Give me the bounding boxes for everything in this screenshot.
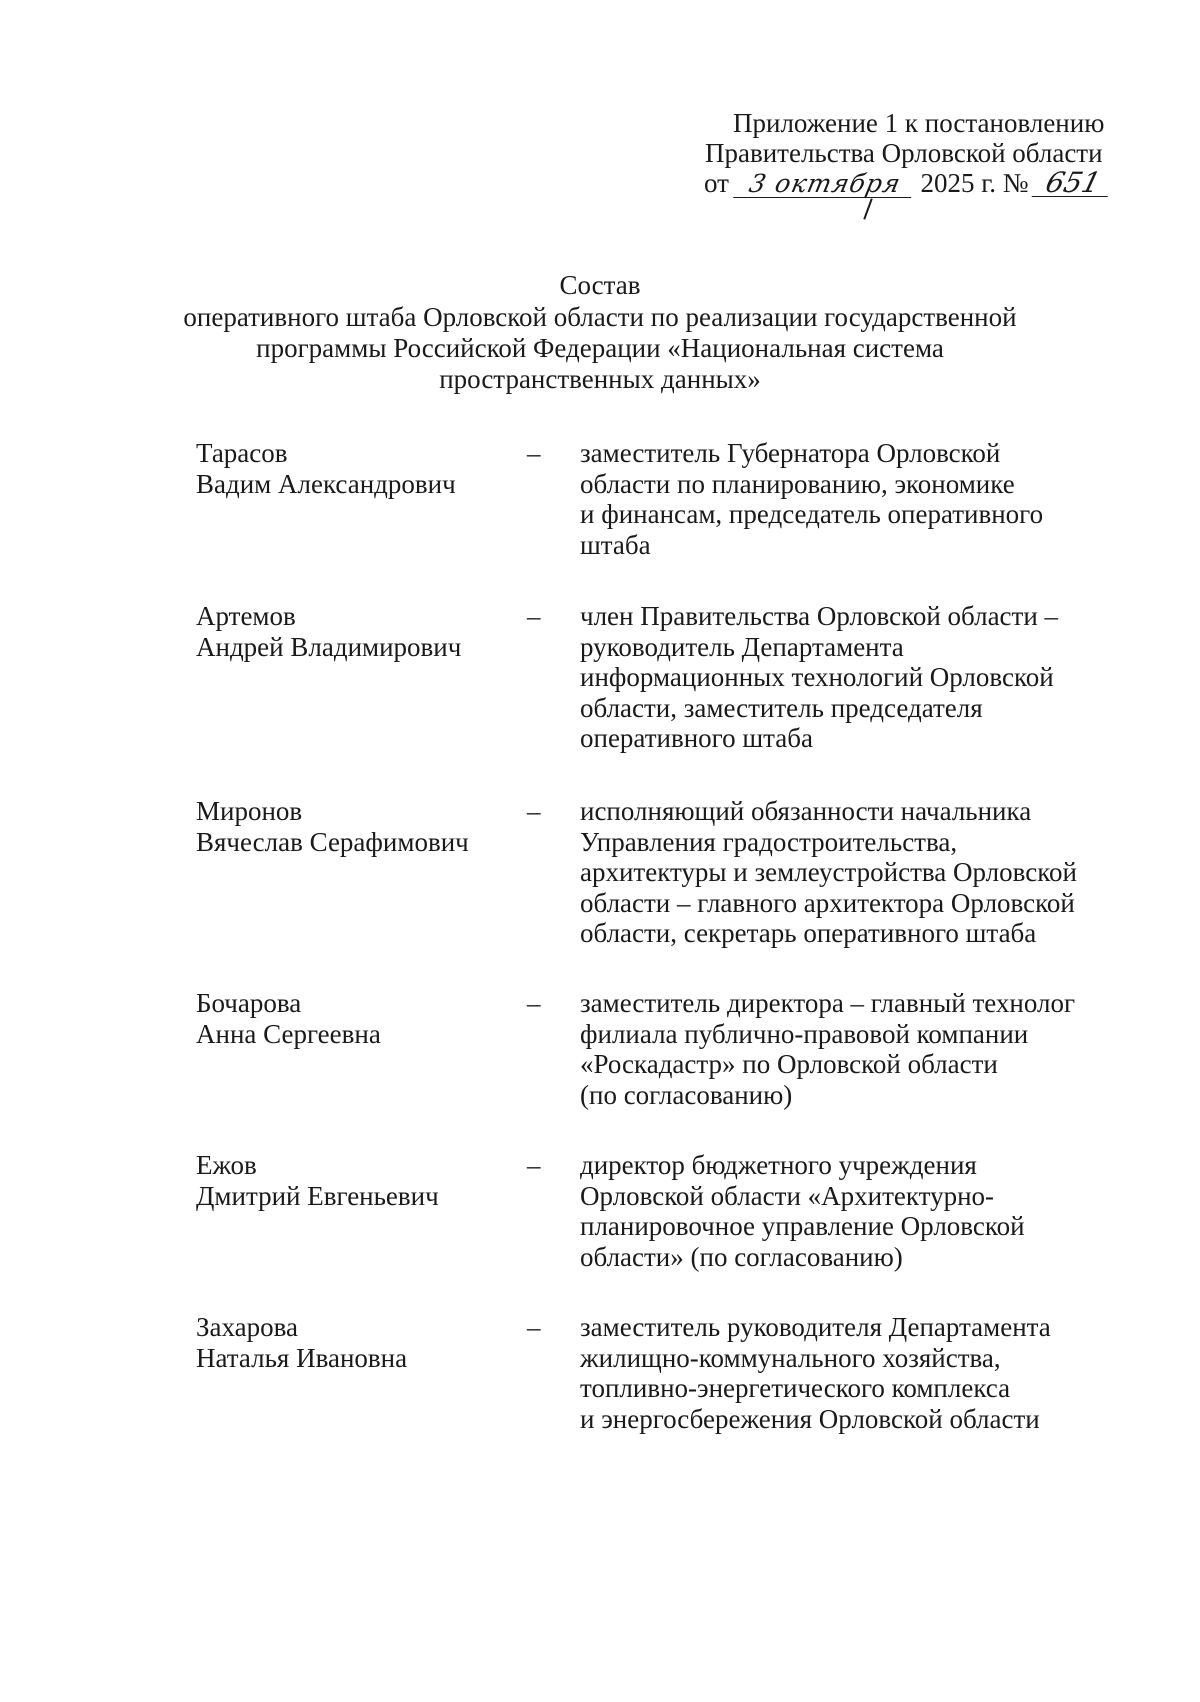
- member-role: [580, 601, 1125, 754]
- title-line: пространственных данных»: [439, 364, 761, 394]
- role-line: Управления градостроительства,: [580, 826, 958, 857]
- member-given-name: Наталья Ивановна: [196, 1342, 408, 1373]
- member-role: [580, 988, 1125, 1110]
- member-surname: Миронов: [196, 796, 303, 826]
- title-heading: Состав: [559, 270, 641, 300]
- signature-flourish: [863, 198, 872, 219]
- separator-dash: –: [527, 796, 541, 826]
- member-surname: Тарасов: [196, 438, 288, 468]
- separator-dash: –: [527, 438, 541, 468]
- member-role: [580, 1150, 1125, 1272]
- role-line: архитектуры и землеустройства Орловской: [580, 857, 1077, 887]
- role-line: области по планированию, экономике: [580, 468, 1015, 499]
- role-line: (по согласованию): [580, 1079, 793, 1110]
- member-surname: Артемов: [196, 601, 296, 631]
- role-line: и финансам, председатель оперативного: [580, 499, 1044, 529]
- role-line: филиала публично-правовой компании: [580, 1018, 1029, 1049]
- separator-dash: –: [527, 1150, 541, 1180]
- separator-dash: –: [527, 1312, 541, 1342]
- role-line: жилищно-коммунального хозяйства,: [580, 1342, 1001, 1373]
- member-name: [196, 1150, 536, 1211]
- member-surname: Ежов: [196, 1150, 257, 1180]
- document-title: [100, 270, 1100, 395]
- role-line: топливно-энергетического комплекса: [580, 1373, 1011, 1403]
- role-line: исполняющий обязанности начальника: [580, 796, 1032, 826]
- role-line: член Правительства Орловской области –: [580, 601, 1059, 631]
- member-role: [580, 1312, 1125, 1434]
- member-surname: Захарова: [196, 1312, 299, 1342]
- member-name: [196, 601, 536, 662]
- role-line: руководитель Департамента: [580, 631, 904, 662]
- member-surname: Бочарова: [196, 988, 302, 1018]
- appendix-year-number-label: 2025 г. №: [920, 168, 1029, 198]
- role-line: планировочное управление Орловской: [580, 1211, 1025, 1241]
- appendix-from-label: от: [704, 168, 729, 198]
- title-line: оперативного штаба Орловской области по реализации государственной: [183, 302, 1017, 332]
- member-given-name: Вадим Александрович: [196, 468, 456, 499]
- role-line: и энергосбережения Орловской области: [580, 1403, 1040, 1434]
- appendix-line-3: [700, 168, 1140, 198]
- member-name: [196, 1312, 536, 1373]
- role-line: заместитель Губернатора Орловской: [580, 438, 1001, 468]
- member-name: [196, 438, 536, 499]
- member-given-name: Дмитрий Евгеньевич: [196, 1180, 439, 1211]
- member-role: [580, 438, 1125, 560]
- title-line: программы Российской Федерации «Национальная система: [256, 333, 944, 363]
- appendix-line-1: Приложение 1 к постановлению: [733, 108, 1105, 138]
- role-line: директор бюджетного учреждения: [580, 1150, 977, 1180]
- member-given-name: Анна Сергеевна: [196, 1018, 381, 1049]
- member-role: [580, 796, 1125, 949]
- role-line: области – главного архитектора Орловской: [580, 887, 1075, 918]
- role-line: штаба: [580, 529, 651, 560]
- role-line: заместитель директора – главный технолог: [580, 988, 1076, 1018]
- member-name: [196, 988, 536, 1049]
- appendix-line-2: Правительства Орловской области: [705, 138, 1103, 168]
- handwritten-date: 3 октября: [733, 171, 917, 198]
- role-line: области» (по согласованию): [580, 1241, 903, 1272]
- separator-dash: –: [527, 988, 541, 1018]
- member-given-name: Андрей Владимирович: [196, 631, 462, 662]
- separator-dash: –: [527, 601, 541, 631]
- member-given-name: Вячеслав Серафимович: [196, 826, 469, 857]
- role-line: «Роскадастр» по Орловской области: [580, 1049, 998, 1079]
- role-line: оперативного штаба: [580, 723, 813, 753]
- role-line: информационных технологий Орловской: [580, 662, 1054, 692]
- handwritten-number: 651: [1032, 170, 1115, 197]
- role-line: Орловской области «Архитектурно-: [580, 1180, 995, 1211]
- role-line: заместитель руководителя Департамента: [580, 1312, 1051, 1342]
- appendix-header: [700, 108, 1140, 198]
- role-line: области, заместитель председателя: [580, 692, 983, 723]
- role-line: области, секретарь оперативного штаба: [580, 918, 1037, 948]
- member-name: [196, 796, 536, 857]
